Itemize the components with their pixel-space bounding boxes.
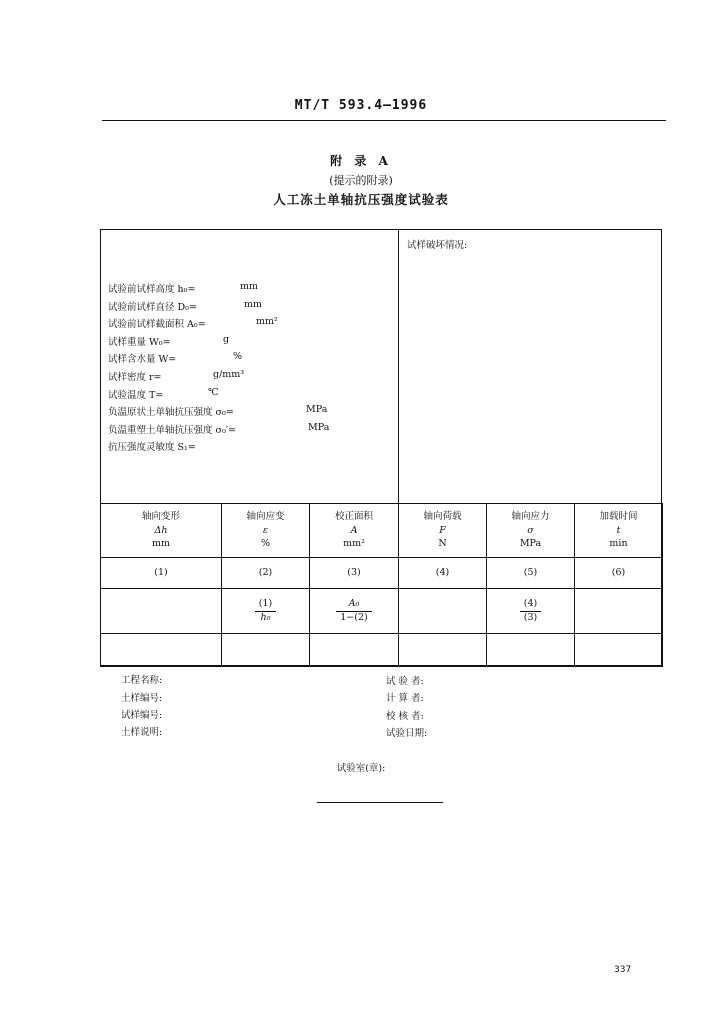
- param-row: [108, 439, 398, 457]
- param-row: [108, 281, 398, 299]
- table-cell: [101, 634, 222, 667]
- soil-description-label: 土样说明:: [121, 727, 163, 738]
- table-cell: [310, 634, 399, 667]
- table-row: [101, 634, 663, 667]
- param-label: 负温重塑土单轴抗压强度 σ₀′=: [108, 424, 236, 436]
- col-header-time: 加载时间 t min: [575, 504, 663, 558]
- table-cell: [575, 589, 663, 634]
- col-index: (1): [101, 558, 222, 589]
- col-header-strain: 轴向应变 ε %: [222, 504, 310, 558]
- measurement-table: [100, 503, 663, 667]
- table-cell: [222, 634, 310, 667]
- area-formula: $\frac{\text{A₀}}{1-(2)}$: [310, 589, 399, 634]
- param-unit: g: [223, 333, 230, 345]
- param-unit: mm: [244, 298, 263, 310]
- param-unit: MPa: [308, 421, 330, 433]
- table-cell: [101, 589, 222, 634]
- param-unit: %: [233, 351, 243, 363]
- param-row: [108, 351, 398, 369]
- param-label: 试样重量 W₀=: [108, 336, 171, 348]
- param-label: 试验前试样直径 D₀=: [108, 301, 197, 313]
- strain-formula: $\frac{(1)}{\text{h₀}}$: [222, 589, 310, 634]
- col-header-stress: 轴向应力 σ MPa: [487, 504, 575, 558]
- table-cell: [487, 634, 575, 667]
- param-unit: ℃: [208, 386, 219, 398]
- param-unit: g/mm³: [213, 368, 245, 380]
- specimen-params: [108, 281, 398, 457]
- specimen-id-label: 试样编号:: [121, 710, 163, 721]
- param-row: [108, 316, 398, 334]
- stress-formula: $\frac{(4)}{(3)}$: [487, 589, 575, 634]
- tester-label: 试 验 者:: [386, 676, 424, 687]
- col-index: (2): [222, 558, 310, 589]
- param-row: [108, 299, 398, 317]
- table-cell: [399, 589, 487, 634]
- lab-seal-label: 试验室(章):: [336, 763, 386, 774]
- calculator-label: 计 算 者:: [386, 693, 424, 704]
- param-label: 试样含水量 W=: [108, 354, 177, 366]
- form-divider: [398, 229, 399, 504]
- param-unit: mm: [240, 281, 259, 292]
- standard-code: MT/T 593.4—1996: [294, 98, 428, 113]
- col-header-load: 轴向荷载 F N: [399, 504, 487, 558]
- appendix-title: 附 录 A: [330, 154, 392, 168]
- soil-sample-id-label: 土样编号:: [121, 693, 163, 704]
- param-label: 试样密度 r=: [108, 371, 162, 383]
- col-index: (4): [399, 558, 487, 589]
- param-label: 试验前试样高度 h₀=: [108, 284, 196, 295]
- table-formula-row: [101, 589, 663, 634]
- checker-label: 校 核 者:: [386, 711, 424, 722]
- param-row: [108, 334, 398, 352]
- test-date-label: 试验日期:: [386, 728, 428, 739]
- table-cell: [399, 634, 487, 667]
- table-cell: [575, 634, 663, 667]
- appendix-subtitle: (提示的附录): [329, 174, 393, 187]
- header-rule: [102, 120, 666, 121]
- col-index: (3): [310, 558, 399, 589]
- param-label: 抗压强度灵敏度 S₁=: [108, 442, 196, 454]
- footer-rule: [317, 802, 443, 803]
- param-unit: MPa: [306, 404, 328, 416]
- col-index: (6): [575, 558, 663, 589]
- param-row: [108, 387, 398, 405]
- param-label: 试验温度 T=: [108, 389, 164, 401]
- failure-condition-label: 试样破坏情况:: [407, 240, 468, 251]
- param-label: 试验前试样截面积 A₀=: [108, 319, 206, 331]
- table-header-row: [101, 504, 663, 558]
- project-name-label: 工程名称:: [121, 675, 163, 686]
- form-title: 人工冻土单轴抗压强度试验表: [273, 192, 449, 207]
- col-index: (5): [487, 558, 575, 589]
- param-row: [108, 404, 398, 422]
- param-label: 负温原状土单轴抗压强度 σ₀=: [108, 407, 234, 419]
- param-row: [108, 422, 398, 440]
- param-row: [108, 369, 398, 387]
- col-header-area: 校正面积 A mm²: [310, 504, 399, 558]
- param-unit: mm²: [256, 316, 278, 328]
- table-index-row: [101, 558, 663, 589]
- col-header-deformation: 轴向变形 Δh mm: [101, 504, 222, 558]
- page-number: 337: [614, 965, 632, 975]
